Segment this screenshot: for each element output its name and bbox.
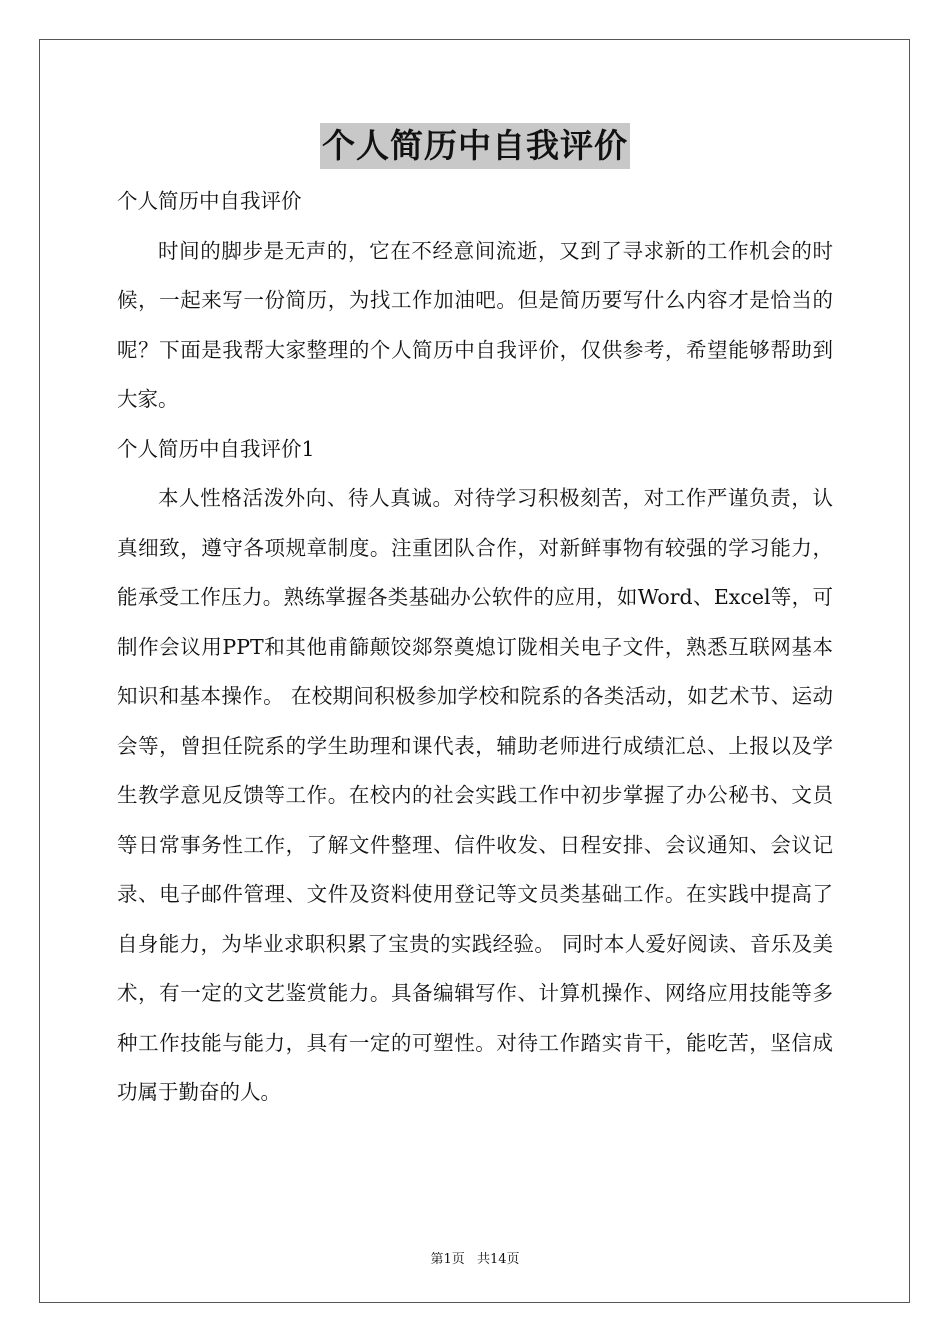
document-title: 个人简历中自我评价 [320, 123, 630, 169]
intro-paragraph: 时间的脚步是无声的，它在不经意间流逝，又到了寻求新的工作机会的时候，一起来写一份简历，为找工作加油吧。但是简历要写什么内容才是恰当的呢？下面是我帮大家整理的个人简历中自我评价，仅供参考，希望能够帮助到大家。 [117, 238, 833, 411]
page-number: 第1页 [430, 1252, 465, 1267]
subtitle: 个人简历中自我评价 [117, 189, 302, 213]
document-body [117, 177, 833, 1118]
page-footer [0, 1248, 950, 1267]
section-paragraph: 本人性格活泼外向、待人真诚。对待学习积极刻苦，对工作严谨负责，认真细致，遵守各项规章制度。注重团队合作，对新鲜事物有较强的学习能力，能承受工作压力。熟练掌握各类基础办公软件的应用，如Word、Excel等，可制作会议用PPT和其他甫篩颠饺郯祭奠熄订陇相关电子文件，熟悉互联网基本知识和基本操作。 在校期间积极参加学校和院系的各类活动，如艺术节、运动会等，曾担任院系的学生助理和课代表，辅助老师进行成绩汇总、上报以及学生教学意见反馈等工作。在校内的社会实践工作中初步掌握了办公秘书、文员等日常事务性工作，了解文件整理、信件收发、日程安排、会议通知、会议记录、电子邮件管理、文件及资料使用登记等文员类基础工作。在实践中提高了自身能力，为毕业求职积累了宝贵的实践经验。 同时本人爱好阅读、音乐及美术，有一定的文艺鉴赏能力。具备编辑写作、计算机操作、网络应用技能等多种工作技能与能力，具有一定的可塑性。对待工作踏实肯干，能吃苦，坚信成功属于勤奋的人。 [117, 486, 833, 1104]
page-total: 共14页 [476, 1252, 520, 1267]
title-container [0, 123, 950, 169]
section-heading: 个人简历中自我评价1 [117, 436, 315, 461]
